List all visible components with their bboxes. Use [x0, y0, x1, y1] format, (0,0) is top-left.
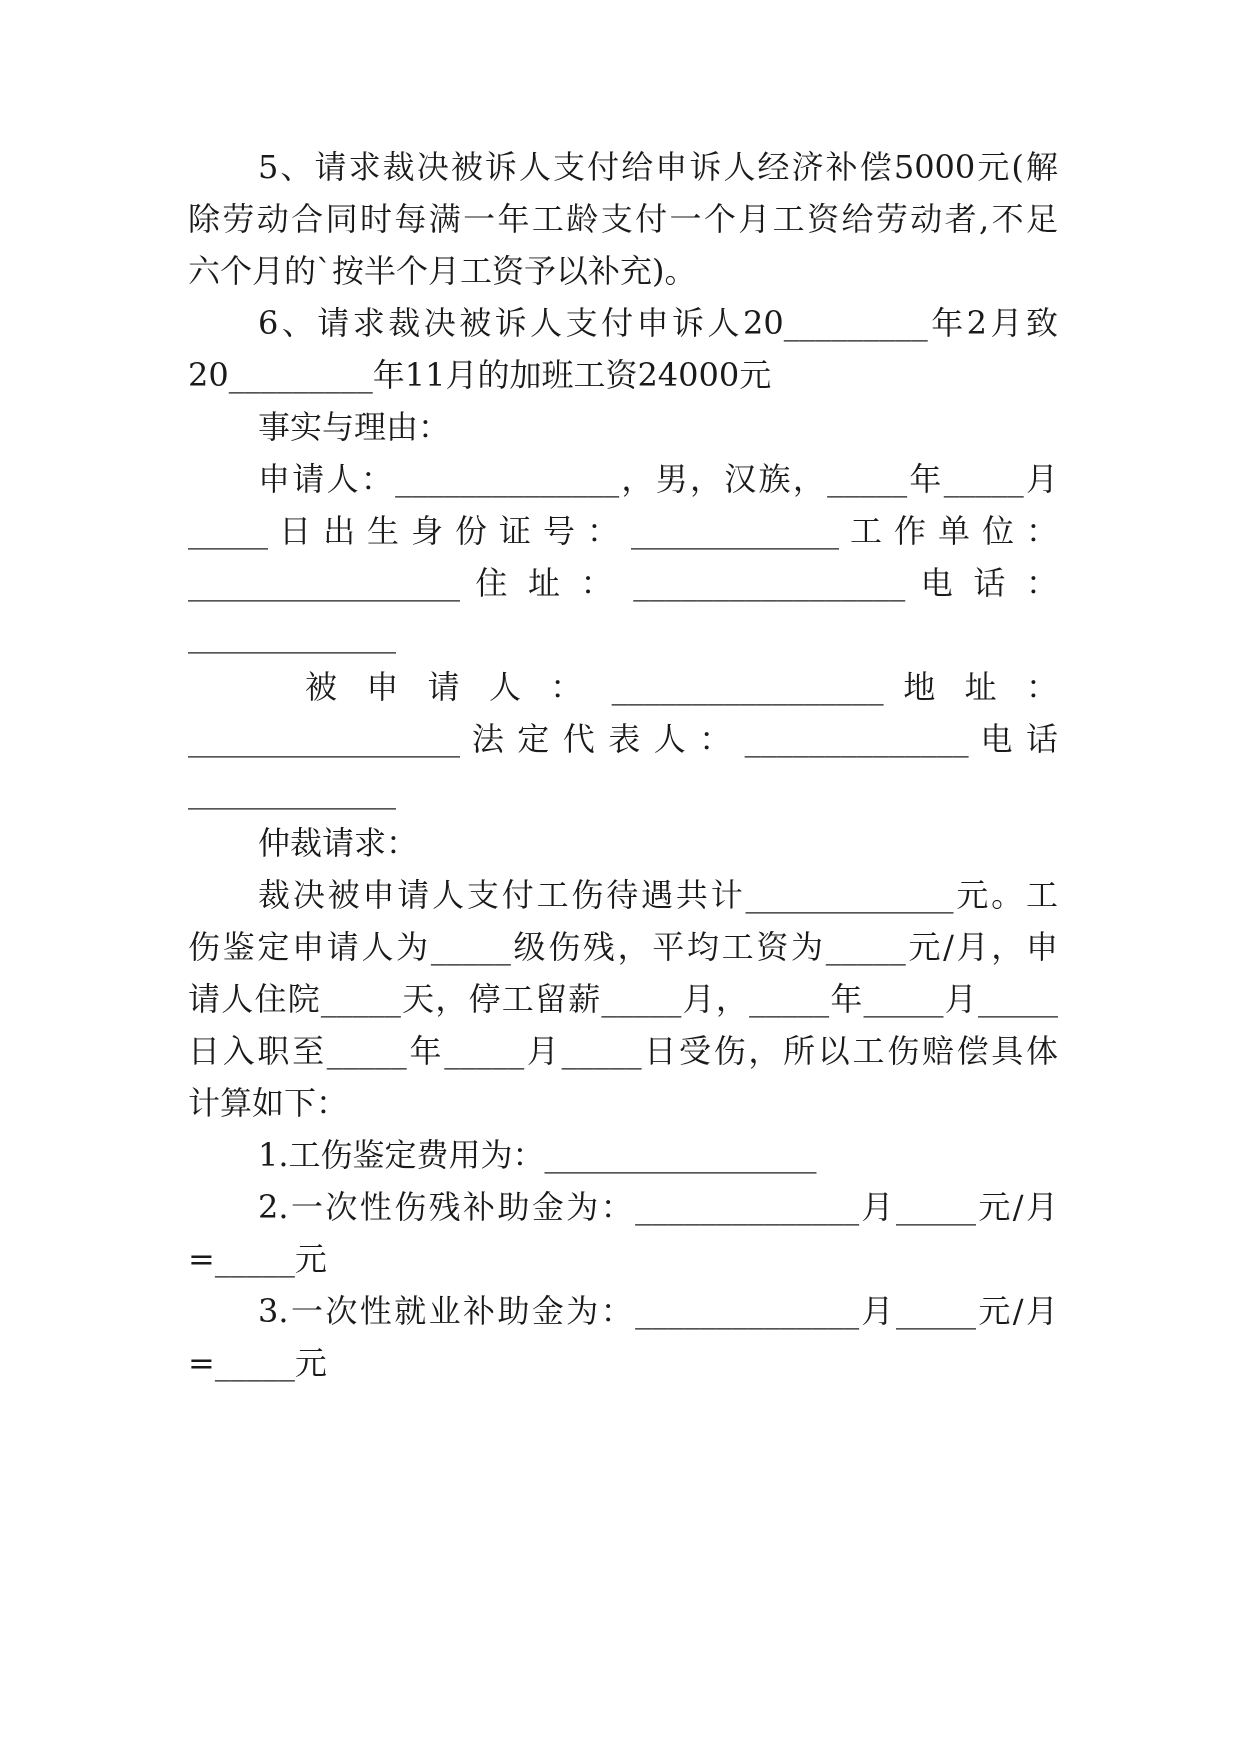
paragraph-line: _____________ — [188, 772, 396, 810]
paragraph-line: =_____元 — [188, 1344, 327, 1382]
paragraph-line: _____ 日 出 生 身 份 证 号 ： _____________ 工 作 单 位 ： — [188, 512, 1058, 550]
paragraph-line: 除劳动合同时每满一年工龄支付一个月工资给劳动者,不足 — [188, 200, 1058, 238]
paragraph-line: 5、请求裁决被诉人支付给申诉人经济补偿5000元(解 — [258, 148, 1058, 186]
paragraph-line: 裁决被申请人支付工伤待遇共计_____________元。工 — [258, 876, 1058, 914]
paragraph-line: =_____元 — [188, 1240, 327, 1278]
paragraph-line: 请人住院_____天，停工留薪_____月，_____年_____月_____ — [188, 980, 1058, 1018]
paragraph-line: 被 申 请 人 ： _________________ 地 址 ： — [305, 668, 1058, 706]
section-heading: 事实与理由： — [258, 408, 451, 446]
list-item: 2.一次性伤残补助金为：______________月_____元/月 — [258, 1188, 1058, 1226]
paragraph-line: _____________ — [188, 616, 396, 654]
paragraph-line: 六个月的`按半个月工资予以补充)。 — [188, 252, 697, 290]
list-item: 1.工伤鉴定费用为：_________________ — [258, 1136, 817, 1174]
paragraph-line: 计算如下： — [188, 1084, 349, 1122]
paragraph-line: 申请人：______________，男，汉族，_____年_____月 — [258, 460, 1058, 498]
paragraph-line: 6、请求裁决被诉人支付申诉人20_________年2月致 — [258, 304, 1058, 342]
paragraph-line: 日入职至_____年_____月_____日受伤，所以工伤赔偿具体 — [188, 1032, 1058, 1070]
paragraph-line: _________________ 住 址 ： _________________ 电 话 ： — [188, 564, 1058, 602]
list-item: 3.一次性就业补助金为：______________月_____元/月 — [258, 1292, 1058, 1330]
section-heading: 仲裁请求： — [258, 824, 419, 862]
paragraph-line: _________________ 法 定 代 表 人 ： ______________ 电 话 — [188, 720, 1058, 758]
paragraph-line: 伤鉴定申请人为_____级伤残，平均工资为_____元/月，申 — [188, 928, 1058, 966]
paragraph-line: 20_________年11月的加班工资24000元 — [188, 356, 772, 394]
